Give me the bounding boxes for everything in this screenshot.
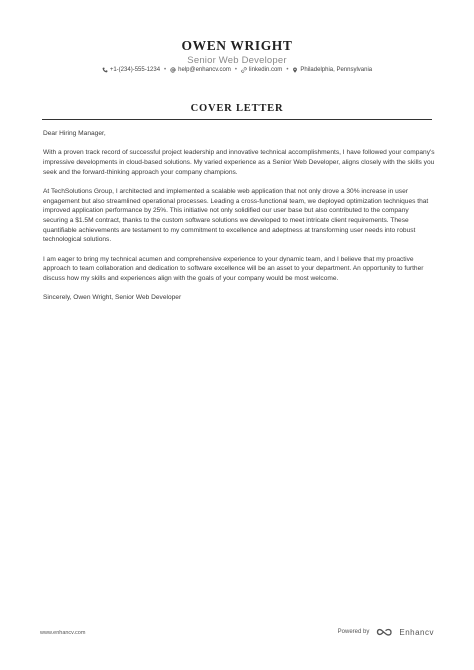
brand-name: Enhancv xyxy=(399,627,434,637)
letter-paragraph: I am eager to bring my technical acumen and comprehensive experience to your dynamic team, and I believe that my proactive approach to team collaboration and dedication to software excellence will be an asset to your department. An opportunity to further discuss how my skills and experiences align with the goals of your company would be most welcome. xyxy=(43,255,424,282)
contact-separator: • xyxy=(164,67,167,73)
contact-email-text: help@enhancv.com xyxy=(178,67,231,73)
contact-separator: • xyxy=(234,67,237,73)
link-icon xyxy=(241,67,247,73)
candidate-name: OWEN WRIGHT xyxy=(181,38,293,53)
contact-bar xyxy=(0,67,474,73)
letter-closing: Sincerely, Owen Wright, Senior Web Developer xyxy=(43,294,182,302)
letter-salutation: Dear Hiring Manager, xyxy=(43,130,106,137)
enhancv-logo-icon xyxy=(376,627,396,637)
powered-by-label: Powered by xyxy=(337,629,370,635)
map-pin-icon xyxy=(292,67,298,73)
contact-linkedin-text: linkedin.com xyxy=(248,67,283,73)
contact-location-text: Philadelphia, Pennsylvania xyxy=(300,67,373,73)
contact-location xyxy=(292,67,372,73)
contact-phone-text: +1-(234)-555-1234 xyxy=(109,67,161,73)
at-sign-icon xyxy=(170,67,176,73)
contact-linkedin[interactable] xyxy=(241,67,282,73)
contact-phone[interactable] xyxy=(102,67,160,73)
letter-paragraph: At TechSolutions Group, I architected and implemented a scalable web application that not only drove a 30% increase in user engagement but also streamlined operational processes. Leading a cross-functional team, we deployed optimization techniques that improved application performance by 25%. This initiative not only solidified our user base but also contributed to the company securing a $1.5M contract, thanks to the custom software solutions we developed to meet intricate client requirements. These quantifiable achievements are testament to my commitment to excellence and adeptness at transforming user needs into robust technological solutions. xyxy=(43,187,429,244)
letter-paragraph: With a proven track record of successful project leadership and innovative technical accomplishments, I have followed your company's impressive developments in cloud-based solutions. My varied experience as a Senior Web Developer, aligns closely with the skills you seek and the forward-thinking approach your company champions. xyxy=(43,149,435,176)
phone-icon xyxy=(102,67,108,73)
candidate-title: Senior Web Developer xyxy=(187,55,287,66)
section-divider xyxy=(42,119,432,120)
letter-body xyxy=(43,129,435,312)
footer-brand[interactable] xyxy=(338,627,434,637)
contact-email[interactable] xyxy=(170,67,231,73)
footer-website-link[interactable]: www.enhancv.com xyxy=(40,630,86,636)
section-title: COVER LETTER xyxy=(190,103,284,114)
contact-separator: • xyxy=(286,67,289,73)
